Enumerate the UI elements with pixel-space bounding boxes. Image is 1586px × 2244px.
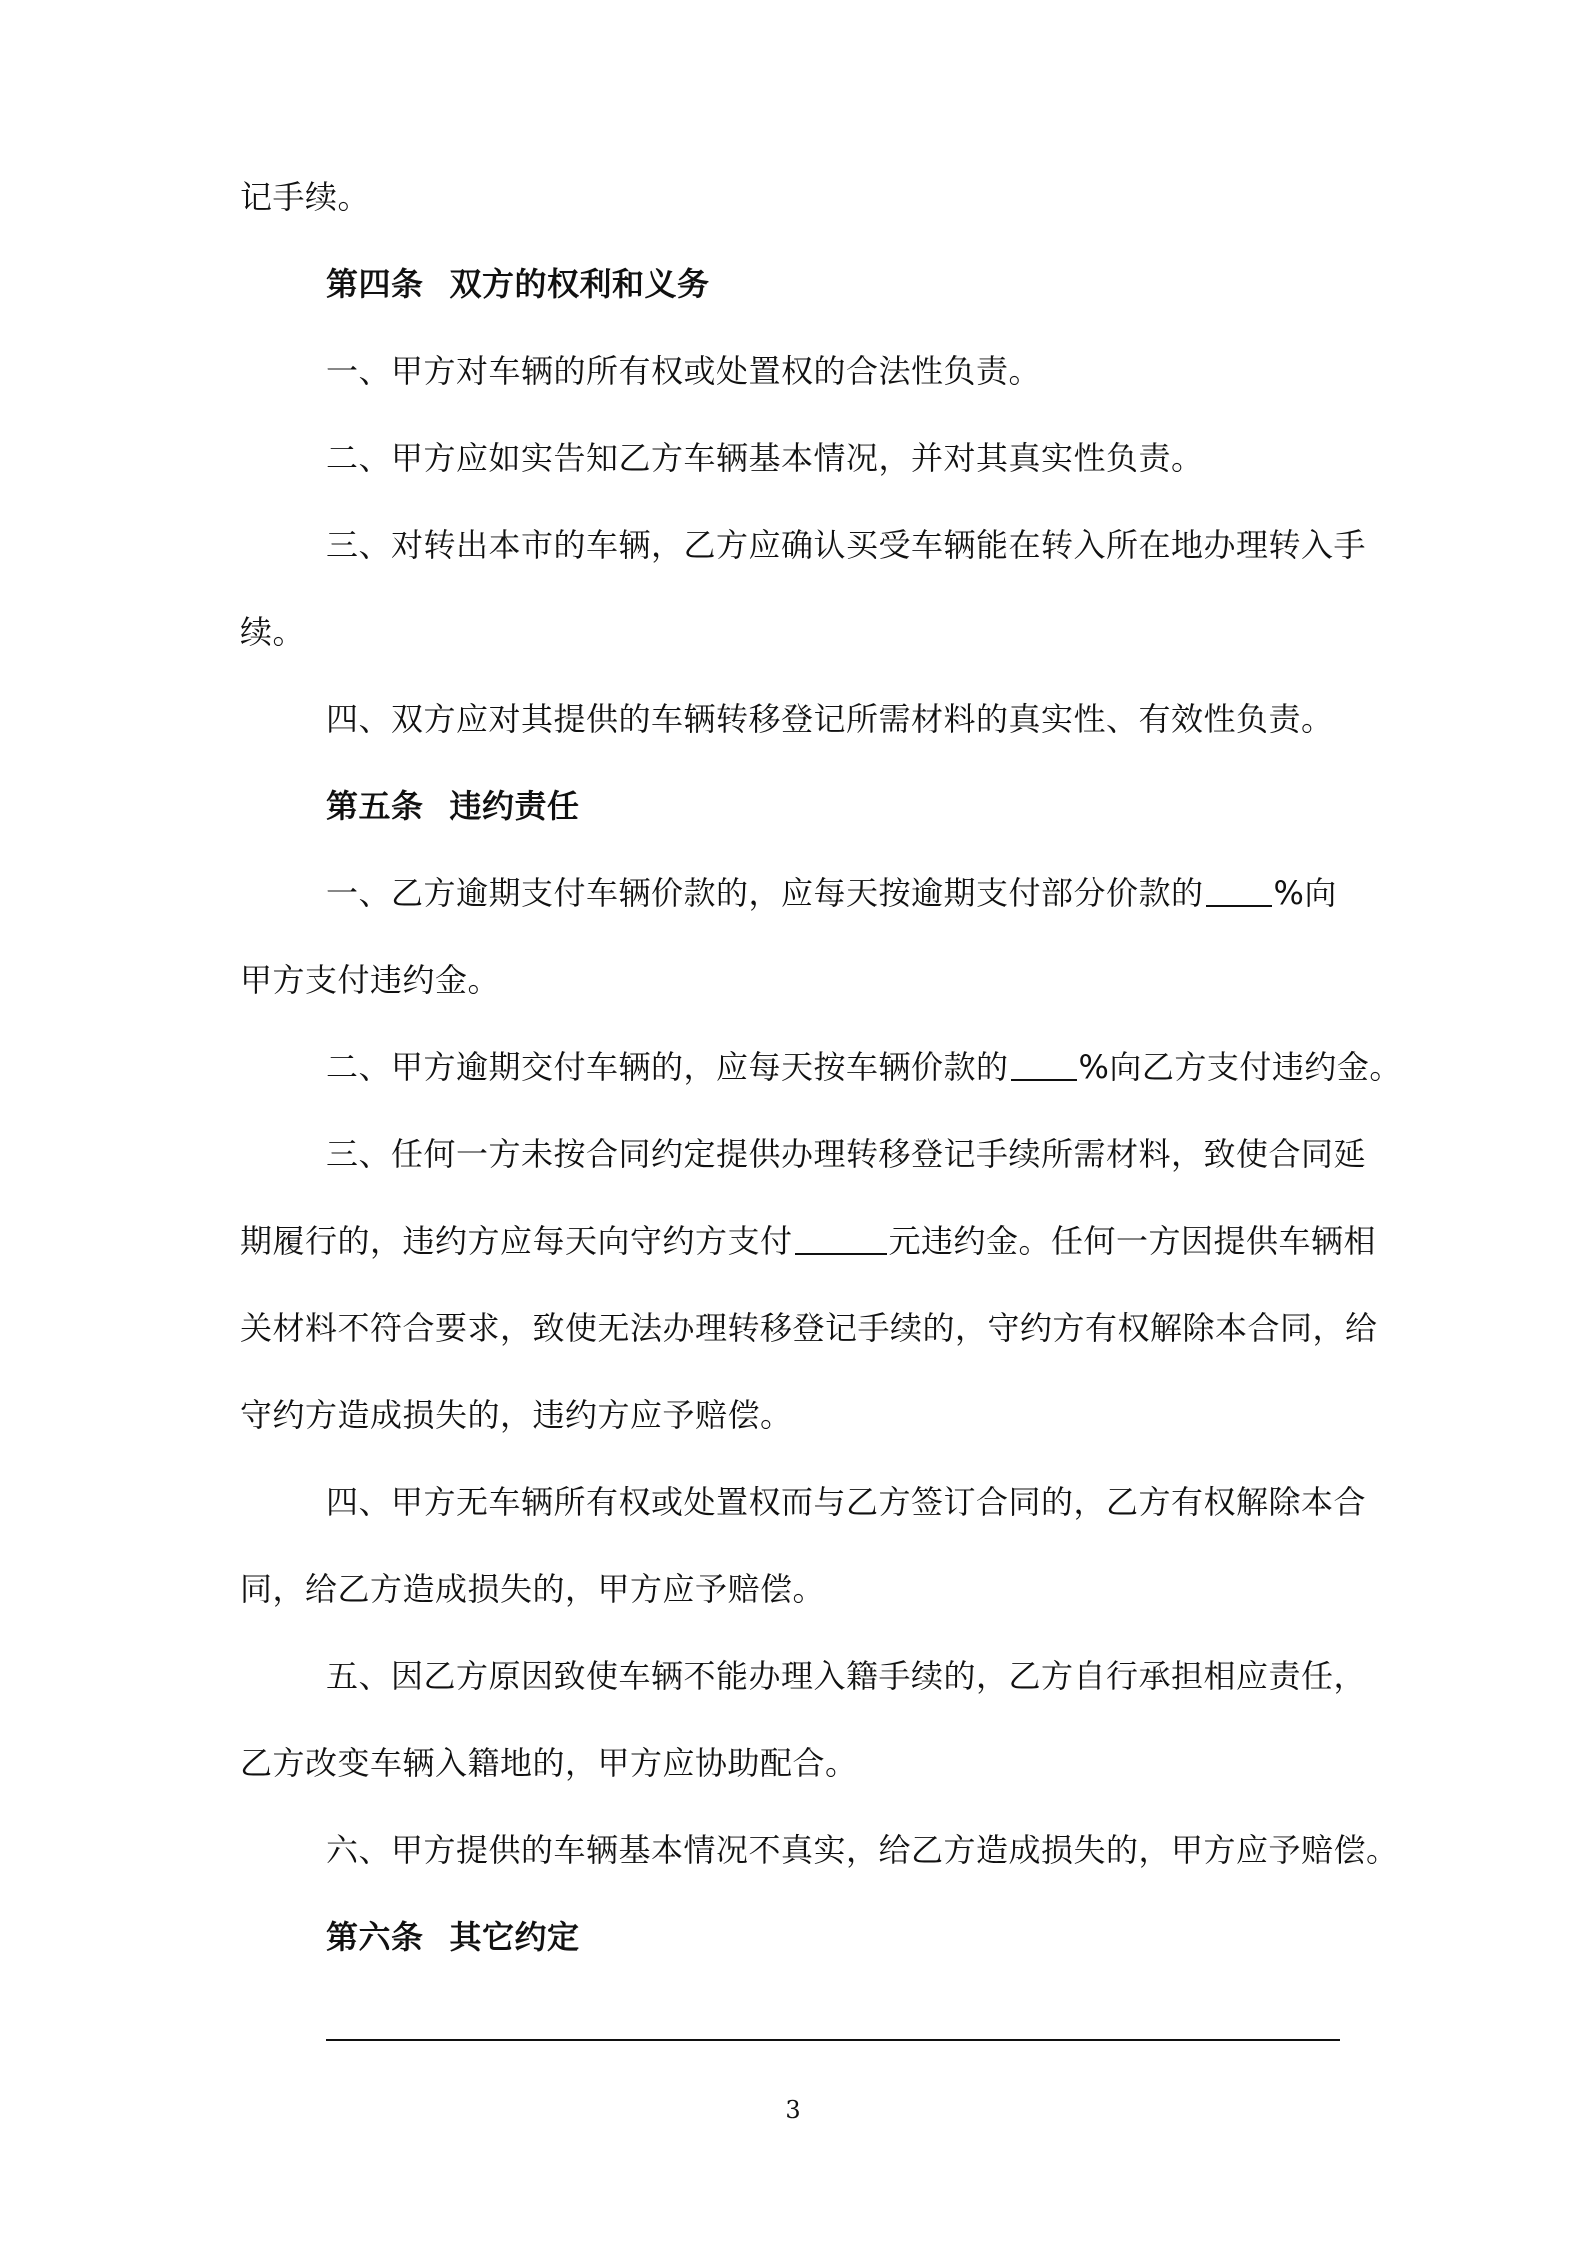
article-title: 违约责任 (449, 787, 580, 825)
fill-in-blank (1206, 871, 1272, 907)
paragraph-line (240, 1219, 1377, 1263)
paragraph-line: 六、甲方提供的车辆基本情况不真实，给乙方造成损失的，甲方应予赔偿。 (326, 1831, 1399, 1869)
paragraph-line: 一、甲方对车辆的所有权或处置权的合法性负责。 (326, 352, 1042, 390)
paragraph-line: 关材料不符合要求，致使无法办理转移登记手续的，守约方有权解除本合同，给 (240, 1309, 1378, 1347)
paragraph-line: 三、任何一方未按合同约定提供办理转移登记手续所需材料，致使合同延 (326, 1135, 1367, 1173)
paragraph-text: 期履行的，违约方应每天向守约方支付 (240, 1222, 793, 1260)
fill-in-blank (1011, 1045, 1077, 1081)
paragraph-line: 四、双方应对其提供的车辆转移登记所需材料的真实性、有效性负责。 (326, 700, 1334, 738)
article-number: 第四条 (326, 265, 424, 303)
paragraph-line (326, 871, 1350, 915)
paragraph-line: 守约方造成损失的，违约方应予赔偿。 (240, 1396, 793, 1434)
paragraph-text: 一、乙方逾期支付车辆价款的，应每天按逾期支付部分价款的 (326, 874, 1204, 912)
fill-in-blank (795, 1219, 887, 1255)
paragraph-line: 甲方支付违约金。 (240, 961, 501, 999)
paragraph-line: 二、甲方应如实告知乙方车辆基本情况，并对其真实性负责。 (326, 439, 1204, 477)
article-number: 第六条 (326, 1918, 424, 1956)
paragraph-line: 四、甲方无车辆所有权或处置权而与乙方签订合同的，乙方有权解除本合 (326, 1483, 1367, 1521)
article-heading (326, 262, 1350, 306)
paragraph-line (326, 1045, 1402, 1089)
paragraph-line: 记手续。 (240, 178, 371, 216)
article-title: 双方的权利和义务 (449, 265, 710, 303)
article-number: 第五条 (326, 787, 424, 825)
paragraph-text: 二、甲方逾期交付车辆的，应每天按车辆价款的 (326, 1048, 1009, 1086)
paragraph-line: 三、对转出本市的车辆，乙方应确认买受车辆能在转入所在地办理转入手 (326, 526, 1367, 564)
paragraph-text: 元违约金。任何一方因提供车辆相 (888, 1222, 1377, 1260)
paragraph-line: 同，给乙方造成损失的，甲方应予赔偿。 (240, 1570, 826, 1608)
article-title: 其它约定 (449, 1918, 580, 1956)
article-heading (326, 1915, 1350, 1959)
paragraph-line: 续。 (240, 613, 306, 651)
fill-in-line (326, 2039, 1340, 2041)
article-heading (326, 784, 1350, 828)
page-number: 3 (785, 2096, 801, 2124)
paragraph-text: %向 (1273, 874, 1337, 912)
paragraph-text: %向乙方支付违约金。 (1078, 1048, 1402, 1086)
paragraph-line: 乙方改变车辆入籍地的，甲方应协助配合。 (240, 1744, 858, 1782)
paragraph-line: 五、因乙方原因致使车辆不能办理入籍手续的，乙方自行承担相应责任， (326, 1657, 1367, 1695)
